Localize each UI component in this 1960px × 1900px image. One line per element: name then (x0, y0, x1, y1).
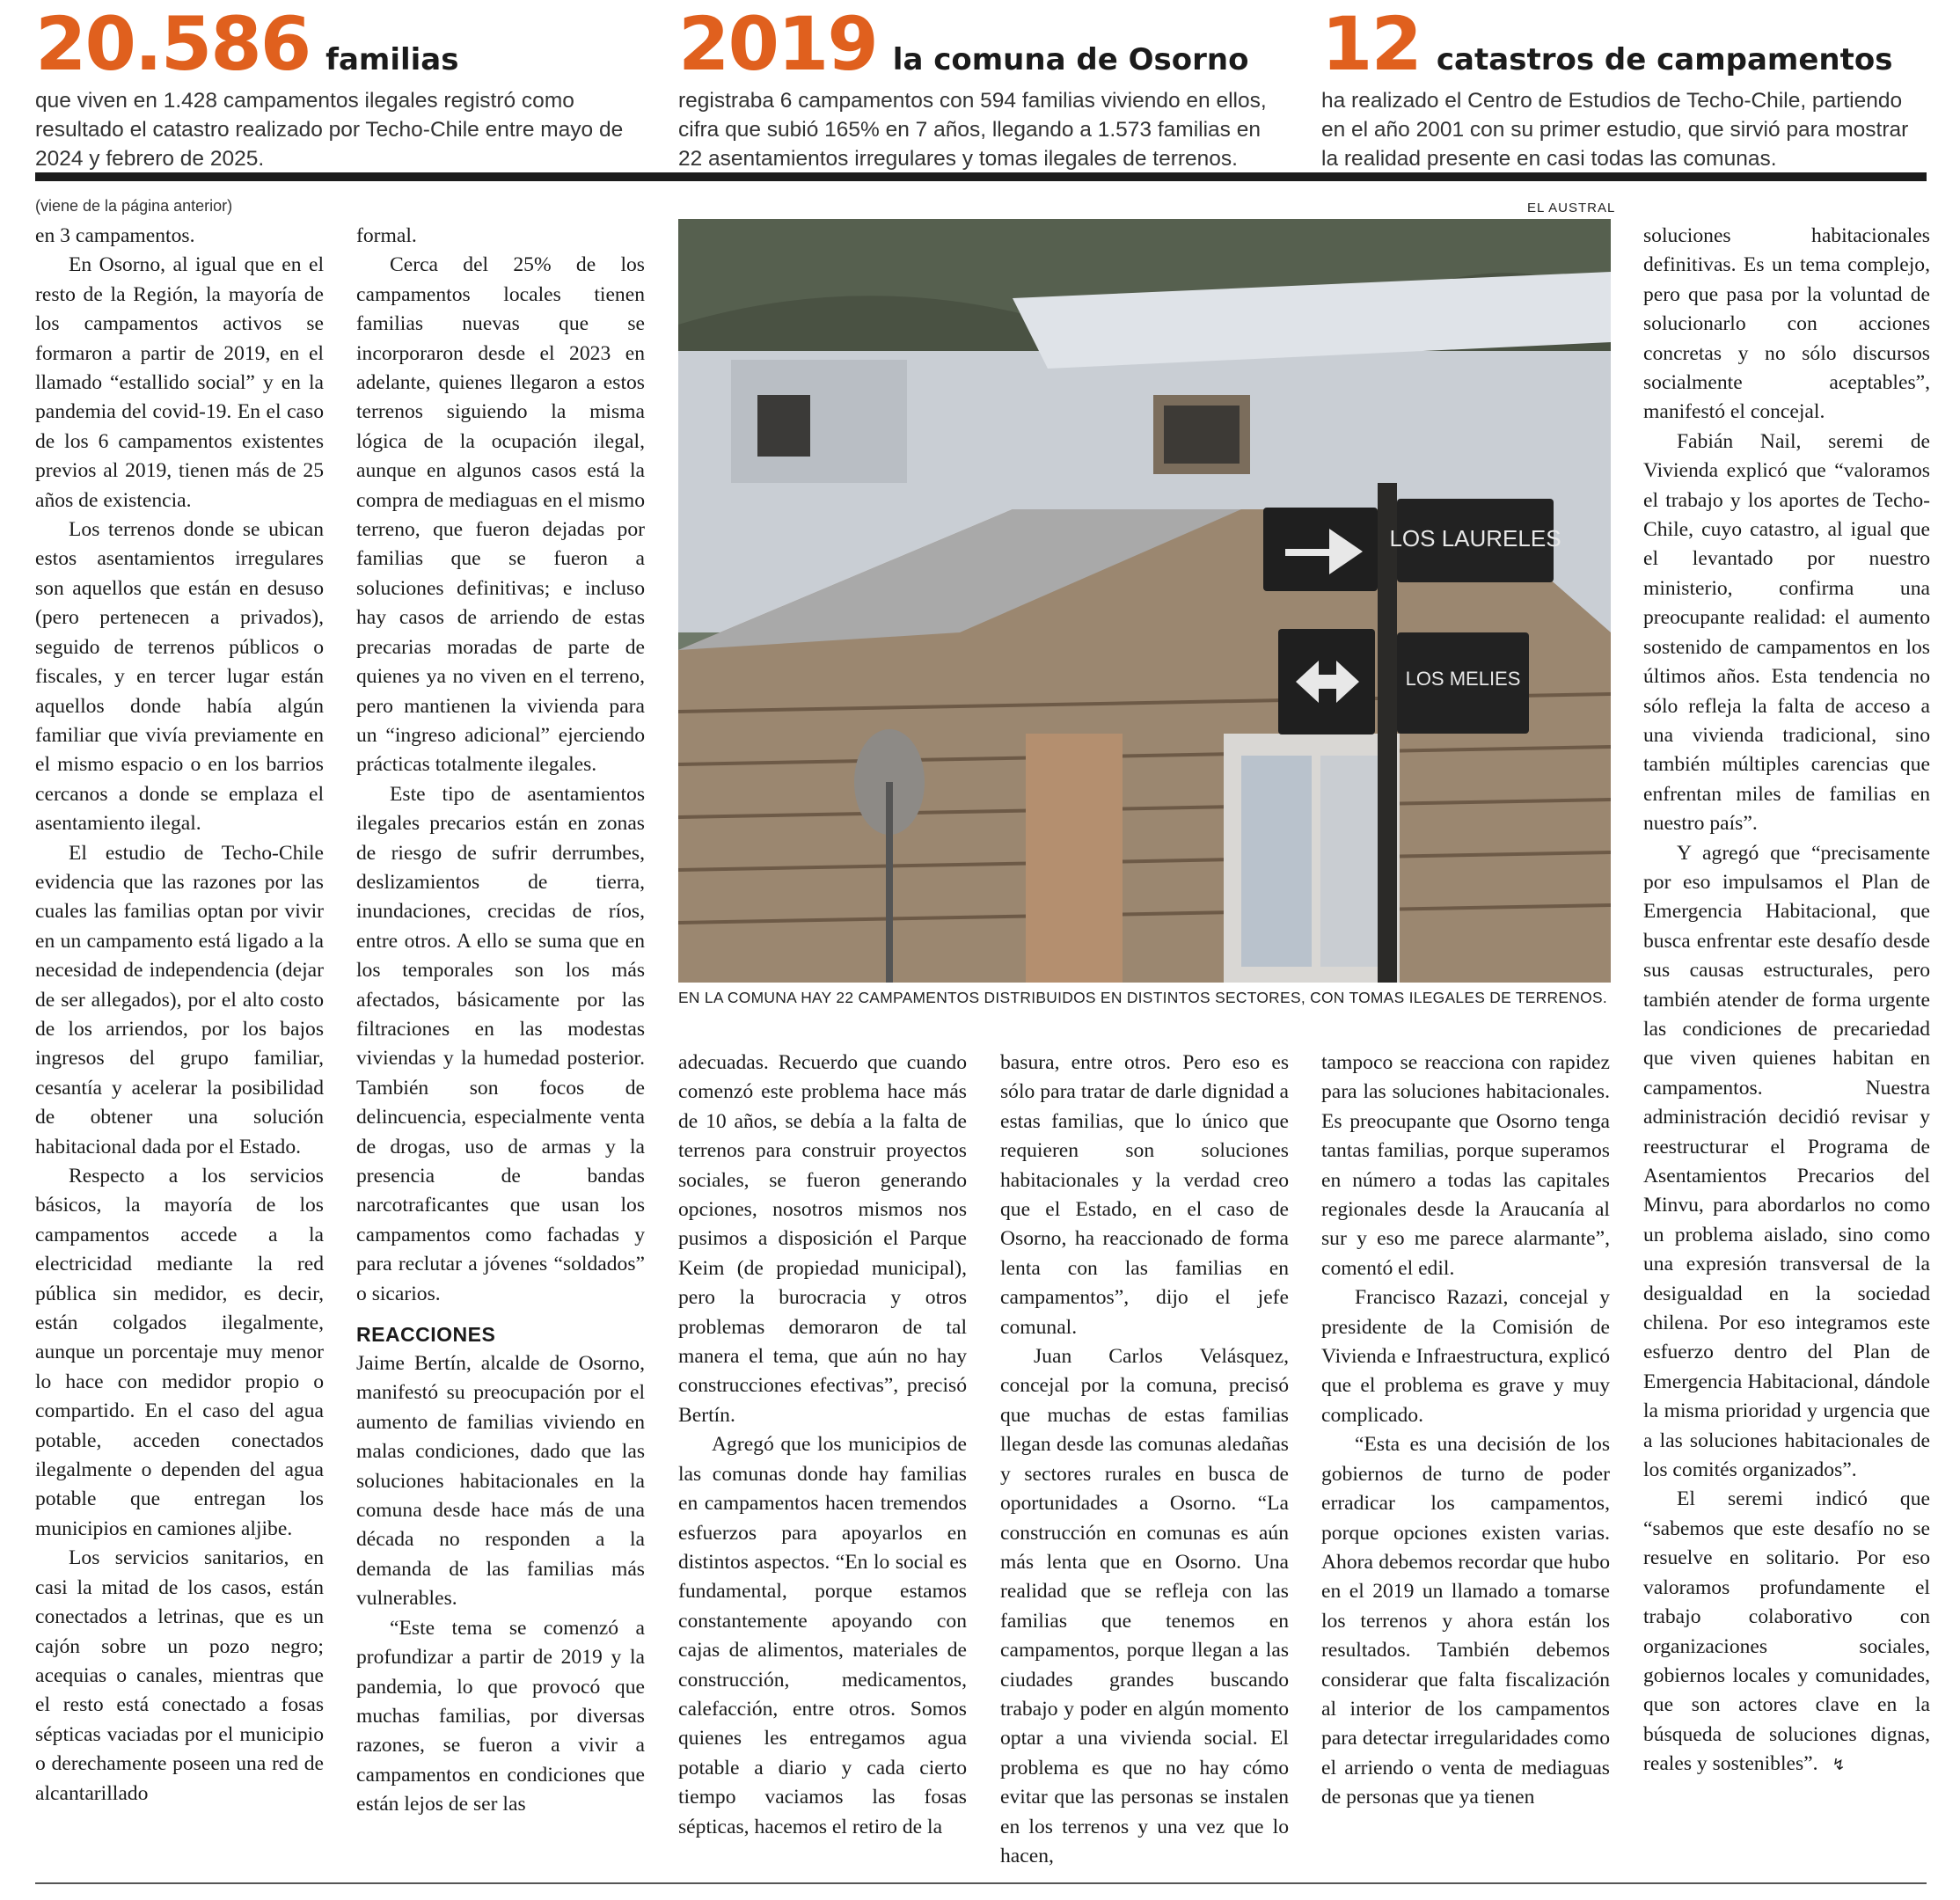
stat-unit: familias (325, 42, 459, 77)
photo-credit: EL AUSTRAL (1527, 201, 1616, 216)
article-column-3 (678, 1049, 967, 1842)
stat-catastros (1321, 1, 1928, 173)
paragraph: Fabián Nail, seremi de Vivienda explicó que “valoramos el trabajo y los aportes de Techo-Chile, cuyo catastro, al igual que el levantado por nuestro ministerio, confirma una preocupante realidad: el aumento sostenido de campamentos en los últimos años. Esta tendencia no sólo refleja la falta de acceso a una vivienda tradicional, sino también múltiples carencias que enfrentan miles de familias en nuestro país”. (1643, 429, 1930, 836)
paragraph: “Este tema se comenzó a profundizar a partir de 2019 y la pandemia, lo que provocó que muchas familias, por diversas razones, se fueron a vivir a campamentos en condiciones que están lejos de ser las (356, 1616, 645, 1816)
paragraph: basura, entre otros. Pero eso es sólo para tratar de darle dignidad a estas familias, que lo único que requieren son soluciones habitacionales y la verdad creo que el Estado, en el caso de Osorno, ha reaccionado de forma lenta con las familias en campamentos”, dijo el jefe comunal. (1000, 1051, 1289, 1339)
paragraph: Este tipo de asentamientos ilegales precarios están en zonas de riesgo de sufrir derrumbes, deslizamientos de tierra, inundaciones, crecidas de ríos, entre otros. A ello se suma que en los temporales son los más afectados, básicamente por las filtraciones en las modestas viviendas y la humedad posterior. También son focos de delincuencia, especialmente venta de drogas, uso de armas y la presencia de bandas narcotraficantes que usan los campamentos como fachadas y para reclutar a jóvenes “soldados” o sicarios. (356, 782, 645, 1305)
stat-osorno (678, 1, 1285, 173)
end-mark-icon: ↯ (1832, 1756, 1846, 1775)
stats-header (35, 1, 1927, 171)
article-column-4 (1000, 1049, 1289, 1871)
paragraph: tampoco se reacciona con rapidez para las soluciones habitacionales. Es preocupante que Osorno tenga tantas familias, porque superamos en número a todas las capitales regionales desde la Araucanía al sur y eso me parece alarmante”, comentó el edil. (1321, 1051, 1610, 1280)
paragraph: Francisco Razazi, concejal y presidente de la Comisión de Vivienda e Infraestructura, explicó que el problema es grave y muy complicado. (1321, 1286, 1610, 1427)
street-sign-melies: LOS MELIES (1405, 668, 1521, 690)
stat-description: ha realizado el Centro de Estudios de Techo-Chile, partiendo en el año 2001 con su primer estudio, que sirvió para mostrar la realidad presente en casi todas las comunas. (1321, 89, 1909, 171)
bottom-rule (35, 1882, 1927, 1884)
paragraph: Agregó que los municipios de las comunas donde hay familias en campamentos hacen tremendos esfuerzos para apoyarlos en distintos aspectos. “En lo social es fundamental, porque estamos constantemente apoyando con cajas de alimentos, materiales de construcción, medicamentos, calefacción, entre otros. Somos quienes les entregamos agua potable a diario y cada cierto tiempo vaciamos las fosas sépticas, hacemos el retiro de la (678, 1433, 967, 1838)
stat-description: registraba 6 campamentos con 594 familias viviendo en ellos, cifra que subió 165% en 7 años, llegando a 1.573 familias en 22 asentamientos irregulares y tomas ilegales de terrenos. (678, 89, 1267, 171)
photo-caption: EN LA COMUNA HAY 22 CAMPAMENTOS DISTRIBUIDOS EN DISTINTOS SECTORES, CON TOMAS ILEGALES DE TERRENOS. (678, 989, 1607, 1006)
stat-unit: catastros de campamentos (1436, 42, 1893, 77)
stat-families (35, 1, 642, 173)
section-heading: REACCIONES (356, 1323, 496, 1347)
paragraph: en 3 campamentos. (35, 224, 195, 247)
article-column-6 (1643, 222, 1930, 1780)
paragraph: adecuadas. Recuerdo que cuando comenzó este problema hace más de 10 años, se debía a la falta de terrenos para construir proyectos sociales, se fueron generando opciones, nosotros mismos nos pusimos a disposición el Parque Keim (de propiedad municipal), pero la burocracia y otros problemas demoraron de tal manera el tema, que aún no hay construcciones efectivas”, precisó Bertín. (678, 1051, 967, 1427)
stat-description: que viven en 1.428 campamentos ilegales registró como resultado el catastro realizado por Techo-Chile entre mayo de 2024 y febrero de 2025. (35, 89, 624, 171)
paragraph: En Osorno, al igual que en el resto de la Región, la mayoría de los campamentos activos se formaron a partir de 2019, en el llamado “estallido social” y en la pandemia del covid-19. En el caso de los 6 campamentos existentes previos al 2019, tienen más de 25 años de existencia. (35, 253, 324, 512)
paragraph: Y agregó que “precisamente por eso impulsamos el Plan de Emergencia Habitacional, que busca enfrentar este desafío desde sus causas estructurales, pero también atender de forma urgente las condiciones de precariedad que viven quienes habitan en campamentos. Nuestra administración decidió revisar y reestructurar el Programa de Asentamientos Precarios del Minvu, para abordarlos no como un problema aislado, sino como una expresión transversal de la desigualdad en la sociedad chilena. Por eso integramos este esfuerzo dentro del Plan de Emergencia Habitacional, dándole la misma prioridad y urgencia que a las soluciones habitacionales de los comités organizados”. (1643, 841, 1930, 1482)
stat-number: 12 (1321, 1, 1421, 87)
paragraph: Cerca del 25% de los campamentos locales tienen familias nuevas que se incorporaron desde el 2023 en adelante, quienes llegaron a estos terrenos siguiendo la misma lógica de la ocupación ilegal, aunque en algunos casos está la compra de mediaguas en el mismo terreno, que fueron dejadas por familias que se fueron a soluciones definitivas; e incluso hay casos de arriendo de estas precarias moradas de parte de quienes ya no viven en el terreno, pero mantienen la vivienda para un “ingreso adicional” ejerciendo prácticas totalmente ilegales. (356, 253, 645, 777)
paragraph: Los terrenos donde se ubican estos asentamientos irregulares son aquellos que están en desuso (pero pertenecen a privados), seguido de terrenos públicos o fiscales, y en tercer lugar están aquellos donde había algún familiar que vivía previamente en el mismo espacio o en los barrios cercanos a donde se emplaza el asentamiento ilegal. (35, 518, 324, 836)
paragraph: Respecto a los servicios básicos, la mayoría de los campamentos accede a la electricidad mediante la red pública sin medidor, es decir, están colgados ilegalmente, aunque un porcentaje muy menor lo hace con medidor propio o compartido. En el caso del agua potable, acceden conectados ilegalmente o dependen del agua potable que entregan los municipios en camiones aljibe. (35, 1165, 324, 1540)
paragraph (1643, 1485, 1930, 1779)
paragraph: Los servicios sanitarios, en casi la mitad de los casos, están conectados a letrinas, que es un cajón sobre un pozo negro; acequias o canales, mientras que el resto está conectado a fosas sépticas vaciadas por el municipio o derechamente poseen una red de alcantarillado (35, 1546, 324, 1805)
article-photo (678, 219, 1611, 983)
paragraph: “Esta es una decisión de los gobiernos de turno de poder erradicar los campamentos, porque opciones existen varias. Ahora debemos recordar que hubo en el 2019 un llamado a tomarse los terrenos y ahora están los resultados. También debemos considerar que falta fiscalización al interior de los campamentos para detectar irregularidades como el arriendo o venta de mediaguas de personas que ya tienen (1321, 1433, 1610, 1809)
paragraph: Jaime Bertín, alcalde de Osorno, manifestó su preocupación por el aumento de familias viviendo en malas condiciones, dado que las soluciones habitacionales en la comuna desde hace más de una década no responden a la demanda de las familias más vulnerables. (356, 1352, 645, 1611)
continued-note: (viene de la página anterior) (35, 197, 233, 215)
header-rule (35, 172, 1927, 181)
paragraph: soluciones habitacionales definitivas. Es un tema complejo, pero que pasa por la voluntad de solucionarlo con acciones concretas y no sólo discursos socialmente aceptables”, manifestó el concejal. (1643, 224, 1930, 424)
paragraph: Juan Carlos Velásquez, concejal por la comuna, precisó que muchas de estas familias llegan desde las comunas aledañas y sectores rurales en busca de oportunidades a Osorno. “La construcción en comunas es aún más lenta que en Osorno. Una realidad que se refleja con las familias que tenemos en campamentos, porque llegan a las ciudades grandes buscando trabajo y poder en algún momento optar a una vivienda social. El problema es que no hay cómo evitar que las personas se instalen en los terrenos y una vez que lo hacen, (1000, 1345, 1289, 1867)
paragraph-text: El seremi indicó que “sabemos que este desafío no se resuelve en solitario. Por eso valoramos profundamente el trabajo colaborativo con organizaciones sociales, gobiernos locales y comunidades, que son actores clave en la búsqueda de soluciones dignas, reales y sostenibles”. (1643, 1487, 1930, 1776)
article-column-2 (356, 222, 645, 1820)
stat-unit: la comuna de Osorno (892, 42, 1249, 77)
stat-number: 20.586 (35, 1, 311, 87)
paragraph: El estudio de Techo-Chile evidencia que las razones por las cuales las familias optan por vivir en un campamento está ligado a la necesidad de independencia (dejar de ser allegados), por el alto costo de los arriendos, por los bajos ingresos del grupo familiar, cesantía y acelerar la posibilidad de obtener una solución habitacional dada por el Estado. (35, 841, 324, 1158)
street-sign-laureles: LOS LAURELES (1389, 525, 1561, 552)
article-column-1 (35, 222, 324, 1809)
stat-number: 2019 (678, 1, 877, 87)
paragraph: formal. (356, 224, 417, 247)
article-column-5 (1321, 1049, 1610, 1813)
